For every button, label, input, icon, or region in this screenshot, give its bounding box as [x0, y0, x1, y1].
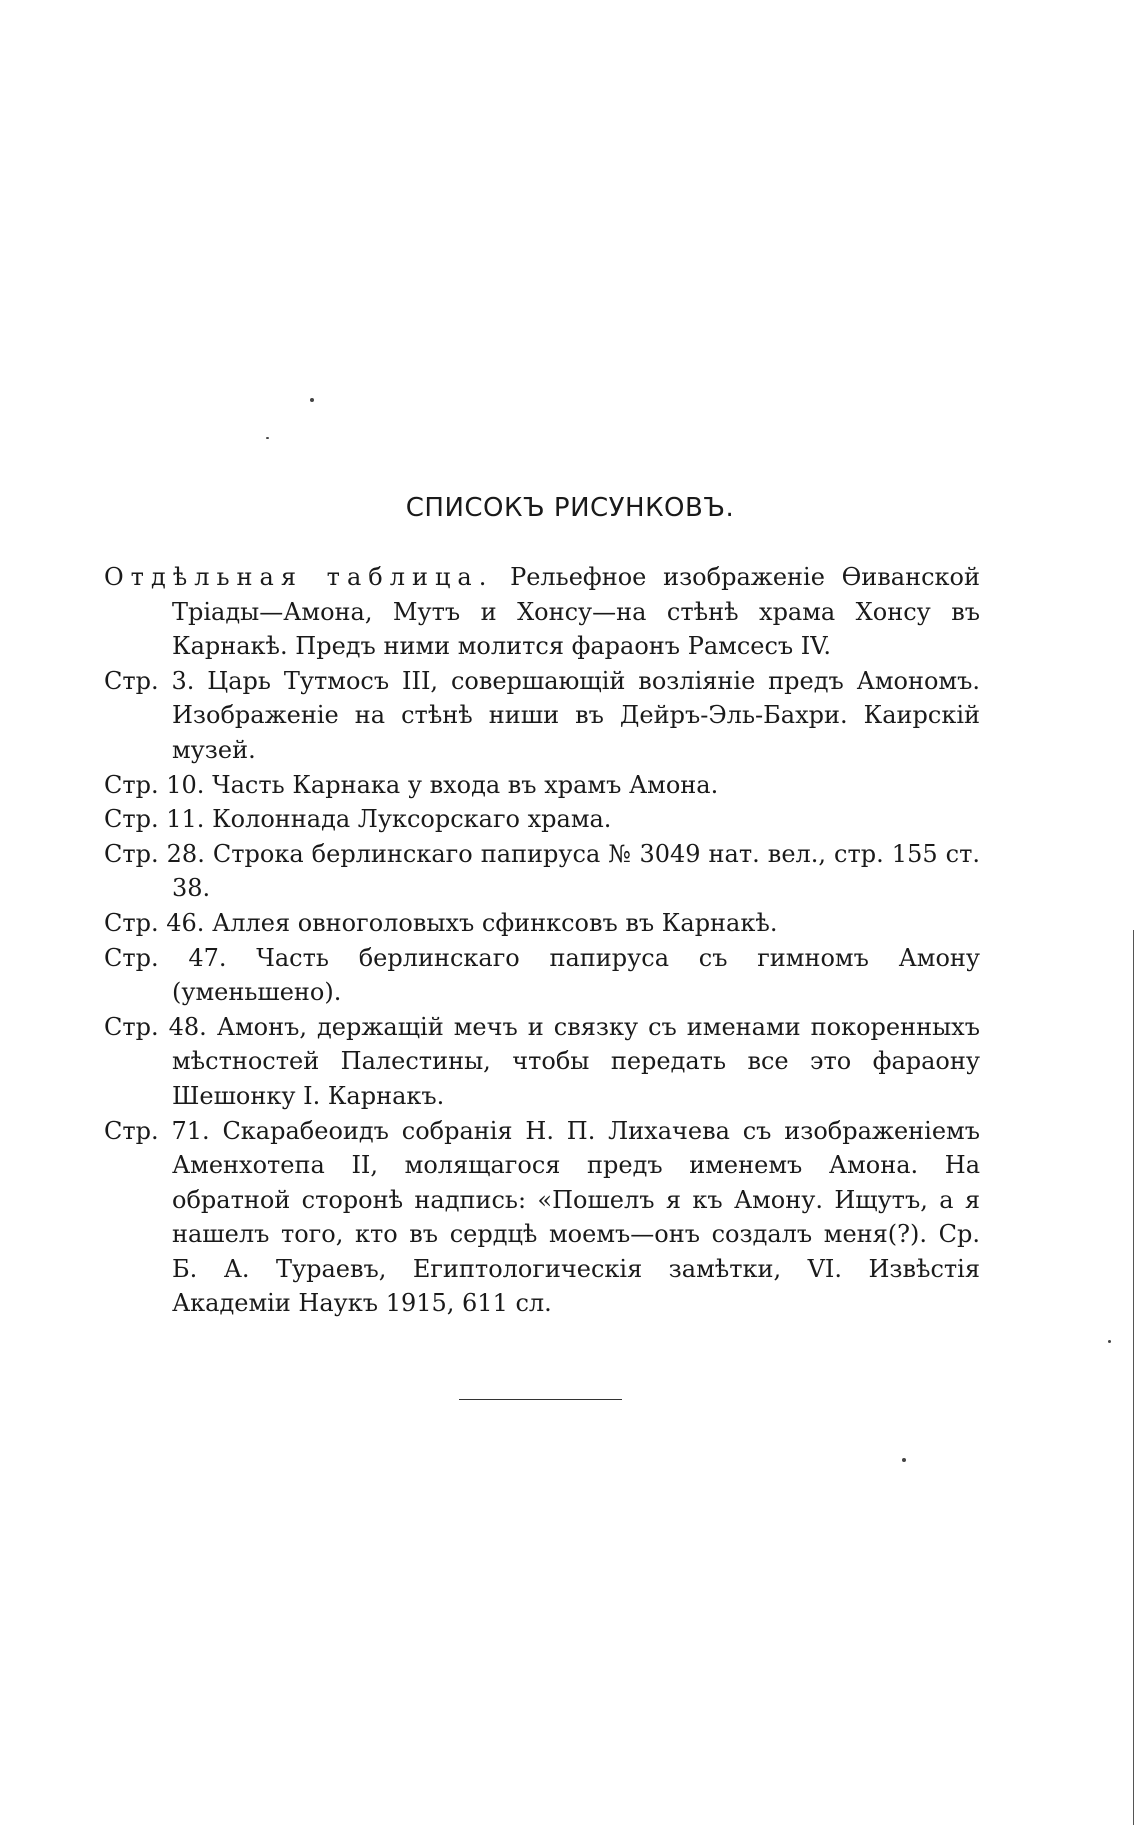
- entry-lead: Стр. 28.: [104, 839, 205, 868]
- scan-speck: [902, 1458, 906, 1462]
- entry-lead: Стр. 10.: [104, 770, 205, 799]
- list-item: [104, 802, 980, 837]
- list-item: [104, 906, 980, 941]
- list-item: [104, 768, 980, 803]
- entry-text: Часть Карнака у входа въ храмъ Амона.: [204, 770, 719, 799]
- scan-speck: [310, 398, 314, 402]
- entry-lead: Отдѣльная таблица.: [104, 563, 494, 591]
- list-item: [104, 1010, 980, 1114]
- entry-lead: Стр. 11.: [104, 805, 205, 834]
- entry-lead: Стр. 48.: [104, 1012, 207, 1041]
- entry-text: Аллея овноголовыхъ сфинксовъ въ Карнакѣ.: [204, 908, 778, 937]
- entry-text: Строка берлинскаго папируса № 3049 нат. вел., стр. 155 ст. 38.: [172, 839, 980, 903]
- scan-speck: [266, 437, 269, 439]
- list-item: [104, 1114, 980, 1322]
- binding-edge: [1133, 930, 1134, 1825]
- list-item: [104, 664, 980, 768]
- page-title: СПИСОКЪ РИСУНКОВЪ.: [405, 493, 735, 523]
- entry-text: Часть берлинскаго папируса съ гимномъ Амону (уменьшено).: [172, 943, 981, 1007]
- figure-list: [104, 560, 980, 1321]
- entry-text: Царь Тутмосъ III, совершающій возліяніе предъ Амономъ. Изображеніе на стѣнѣ ниши въ Дейръ-Эль-Бахри. Каирскій музей.: [172, 666, 980, 764]
- entry-lead: Стр. 3.: [104, 666, 195, 695]
- entry-lead: Стр. 46.: [104, 908, 205, 937]
- list-item: [104, 560, 980, 664]
- entry-text: Амонъ, держащій мечъ и связку съ именами покоренныхъ мѣстностей Палестины, чтобы передать все это фараону Шешонку I. Карнакъ.: [172, 1012, 980, 1110]
- scan-speck: [1108, 1340, 1111, 1343]
- section-divider: [459, 1399, 622, 1400]
- list-item: [104, 837, 980, 906]
- entry-lead: Стр. 47.: [104, 943, 227, 972]
- entry-text: Скарабеоидъ собранія Н. П. Лихачева съ изображеніемъ Аменхотепа II, молящагося предъ именемъ Амона. На обратной сторонѣ надпись: «Пошелъ я къ Амону. Ищутъ, а я нашелъ того, кто въ сердцѣ моемъ—онъ создалъ меня(?). Ср. Б. А. Тураевъ, Египтологическія замѣтки, VI. Извѣстія Академіи Наукъ 1915, 611 сл.: [172, 1116, 980, 1318]
- list-item: [104, 941, 980, 1010]
- entry-text: Рельефное изображеніе Ѳиванской Тріады—Амона, Мутъ и Хонсу—на стѣнѣ храма Хонсу въ Карнакѣ. Предъ ними молится фараонъ Рамсесъ IV.: [172, 563, 980, 661]
- entry-text: Колоннада Луксорскаго храма.: [204, 805, 612, 834]
- entry-lead: Стр. 71.: [104, 1116, 210, 1145]
